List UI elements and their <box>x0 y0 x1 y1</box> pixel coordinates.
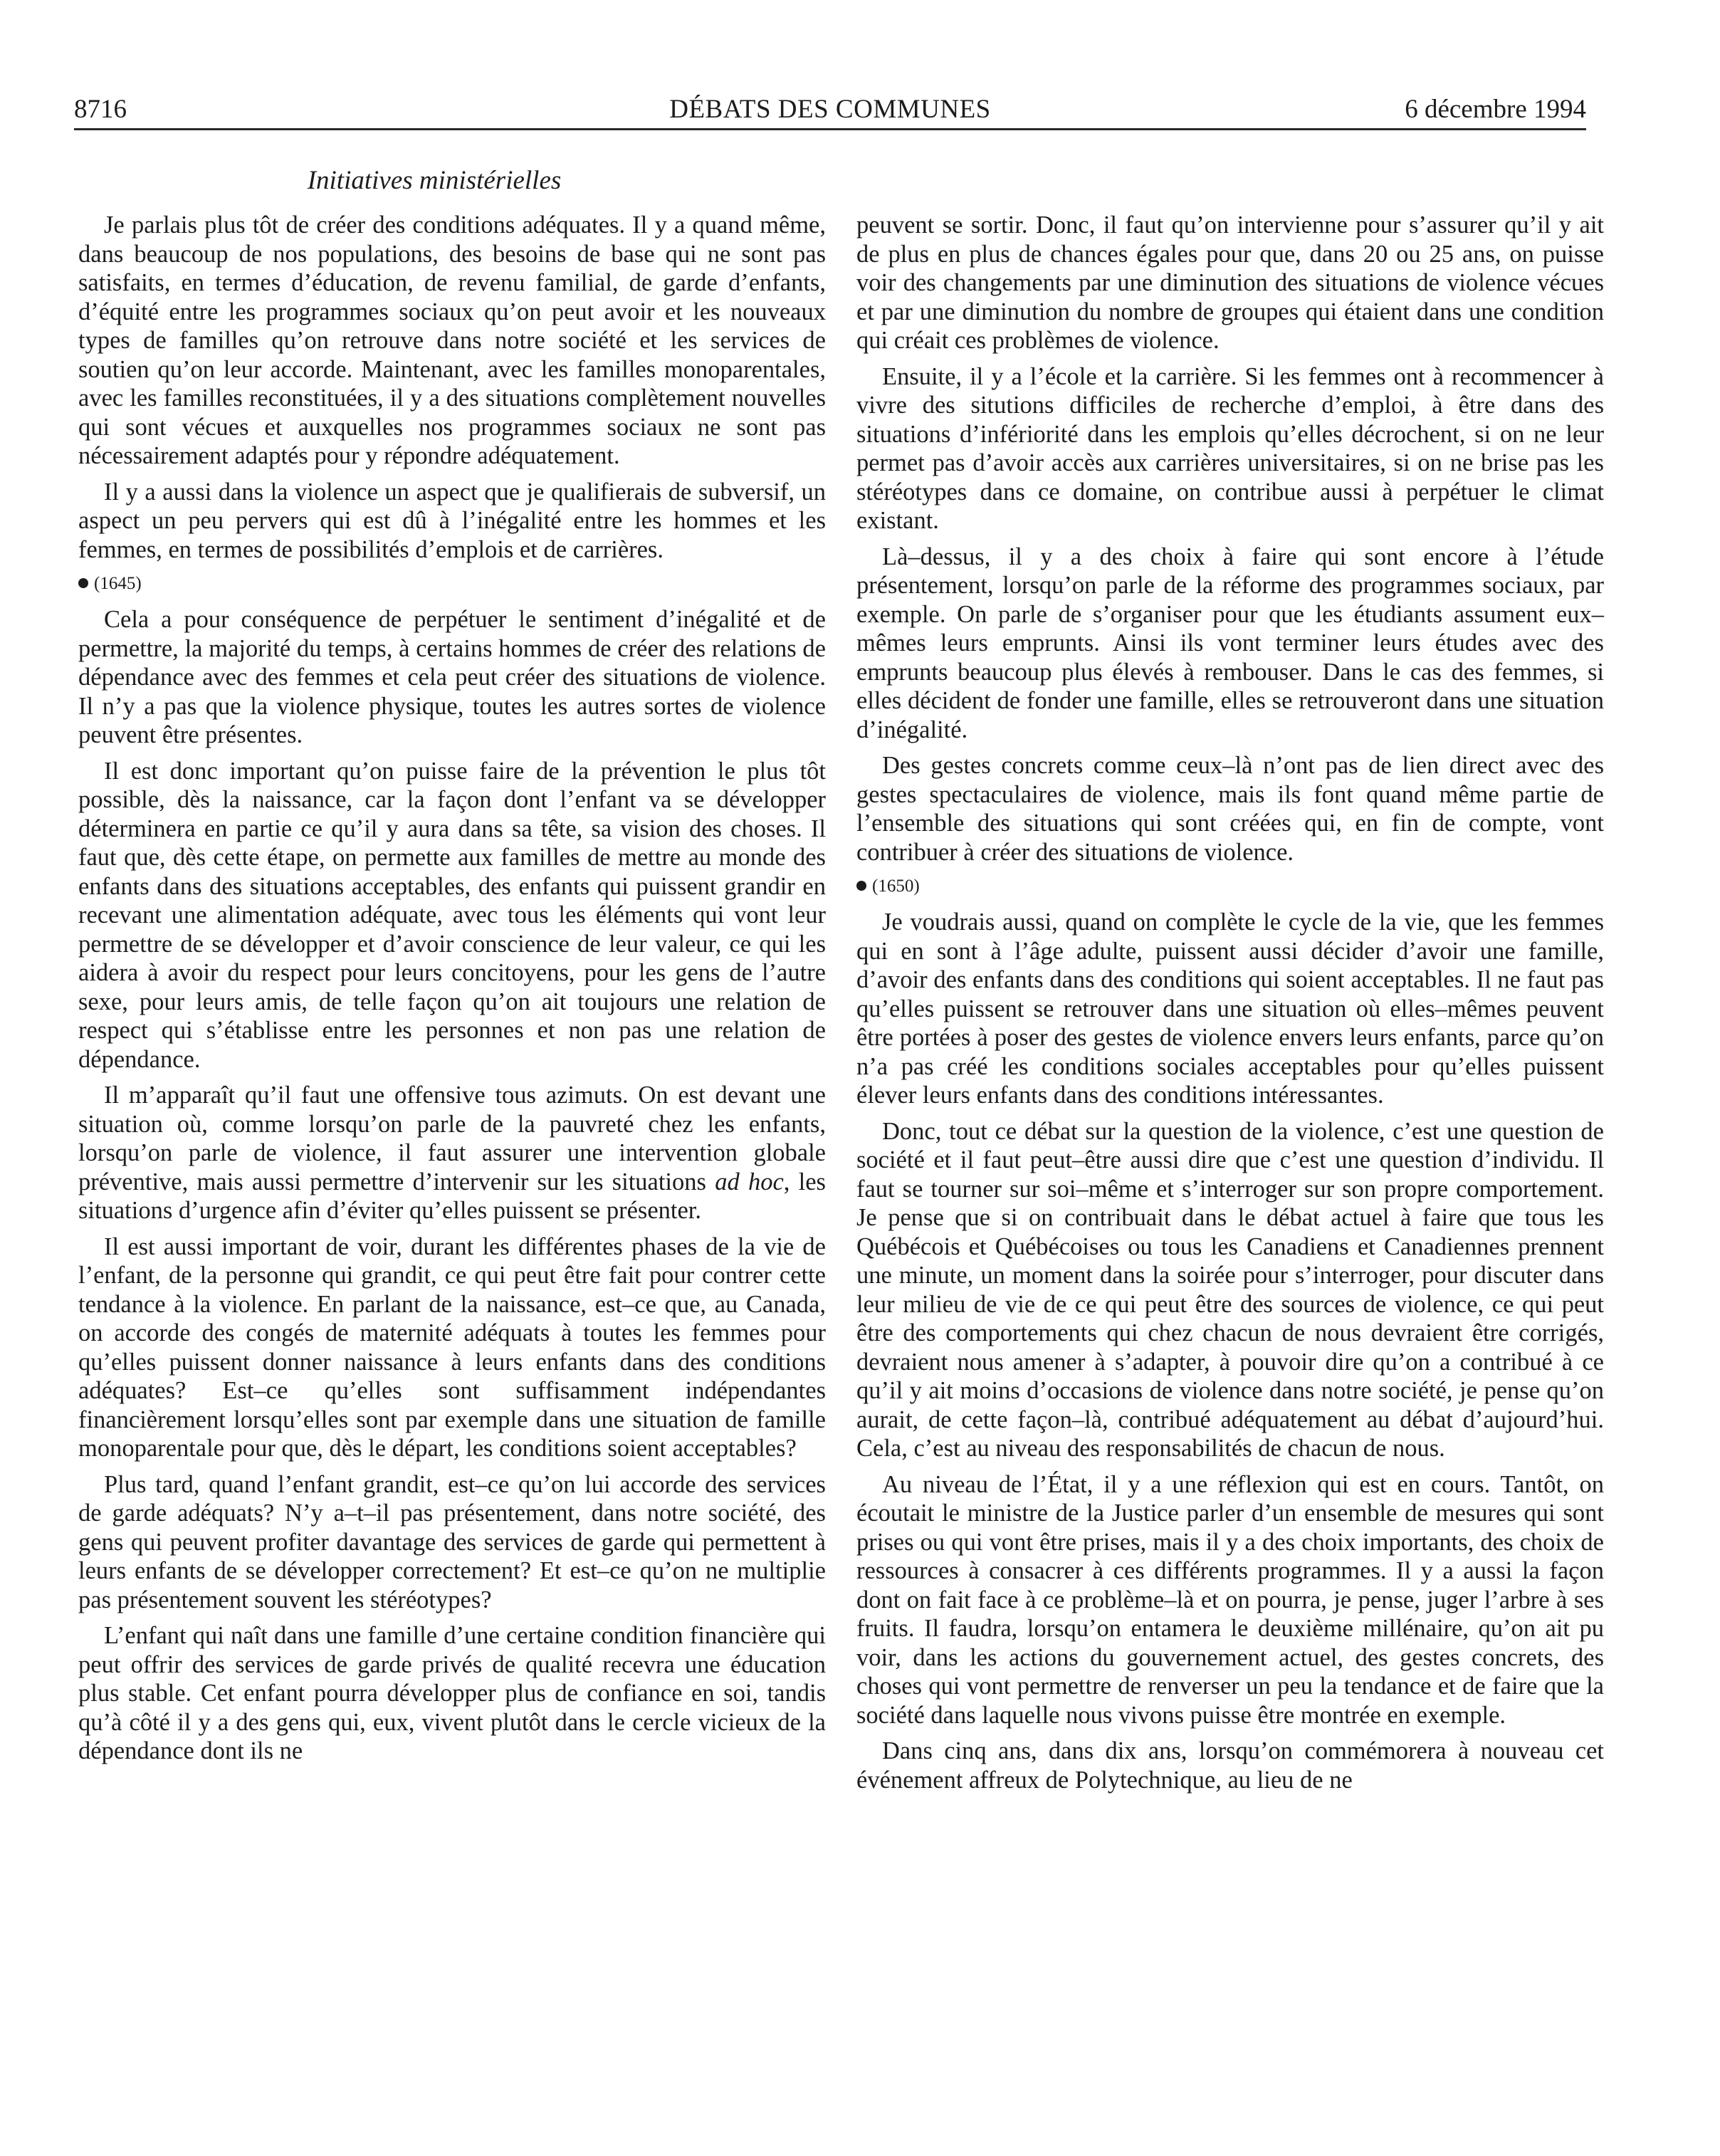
bullet-icon <box>78 578 88 588</box>
paragraph: Dans cinq ans, dans dix ans, lorsqu’on commémorera à nouveau cet événement affreux de Polytechnique, au lieu de ne <box>856 1737 1604 1794</box>
paragraph: Ensuite, il y a l’école et la carrière. Si les femmes ont à recommencer à vivre des situtions difficiles de recherche d’emploi, à être dans des situations d’infériorité dans les emplois qu’elles décrochent, si on ne leur permet pas d’avoir accès aux carrières universitaires, si on ne brise pas les stéréotypes dans ce domaine, on contribue aussi à perpétuer le climat existant. <box>856 362 1604 534</box>
paragraph: Là–dessus, il y a des choix à faire qui sont encore à l’étude présentement, lorsqu’on parle de la réforme des programmes sociaux, par exemple. On parle de s’organiser pour que les étudiants assument eux–mêmes leurs emprunts. Ainsi ils vont terminer leurs études avec des emprunts beaucoup plus élevés à rembouser. Dans le cas des femmes, si elles décident de fonder une famille, elles se retrouveront dans une situation d’inégalité. <box>856 543 1604 743</box>
paragraph: Cela a pour conséquence de perpétuer le sentiment d’inégalité et de permettre, la majorité du temps, à certains hommes de créer des relations de dépendance avec des femmes et cela peut créer des situations de violence. Il n’y a pas que la violence physique, toutes les autres sortes de violence peuvent être présentes. <box>78 606 826 748</box>
timestamp-text: (1650) <box>872 876 920 896</box>
timestamp-text: (1645) <box>94 574 142 593</box>
page-header <box>74 84 1586 130</box>
paragraph: peuvent se sortir. Donc, il faut qu’on intervienne pour s’assurer qu’il y ait de plus en plus de chances égales pour que, dans 20 ou 25 ans, on puisse voir des changements par une diminution des situations de violence vécues et par une diminution du nombre de groupes qui étaient dans une condition qui créait ces problèmes de violence. <box>856 211 1604 354</box>
paragraph <box>78 1081 826 1225</box>
issue-date: 6 décembre 1994 <box>1405 95 1586 124</box>
paragraph: Il y a aussi dans la violence un aspect que je qualifierais de subversif, un aspect un peu pervers qui est dû à l’inégalité entre les hommes et les femmes, en termes de possibilités d’emplois et de carrières. <box>78 478 826 563</box>
paragraph: Au niveau de l’État, il y a une réflexion qui est en cours. Tantôt, on écoutait le ministre de la Justice parler d’un ensemble de mesures qui sont prises ou qui vont être prises, mais il y a des choix importants, des choix de ressources à consacrer à ces différents programmes. Il y a aussi la façon dont on fait face à ce problème–là et on pourra, je pense, juger l’arbre à ses fruits. Il faudra, lorsqu’on entamera le deuxième millénaire, qu’on ait pu voir, dans les actions du gouvernement actuel, des gestes concrets, des choses qui vont permettre de renverser un peu la tendance et de faire que la société dans laquelle nous vivons puisse être montrée en exemple. <box>856 1470 1604 1729</box>
bullet-icon <box>856 881 866 891</box>
paragraph: Donc, tout ce débat sur la question de la violence, c’est une question de société et il faut peut–être aussi dire que c’est une question d’individu. Il faut se tourner sur soi–même et s’interroger sur son propre comportement. Je pense que si on contribuait dans le débat actuel à faire que tous les Québécois et Québécoises ou tous les Canadiens et Canadiennes prennent une minute, un moment dans la soirée pour s’interroger, pour discuter dans leur milieu de vie de ce qui peut être des sources de violence, ce qui peut être des comportements qui chez chacun de nous devraient être corrigés, devraient nous amener à s’adapter, à pouvoir dire qu’on a contribué à ce qu’il y ait moins d’occasions de violence dans notre société, je pense qu’on aurait, de cette façon–là, contribué adéquatement au débat d’aujourd’hui. Cela, c’est au niveau des responsabilités de chacun de nous. <box>856 1117 1604 1462</box>
paragraph: Je voudrais aussi, quand on complète le cycle de la vie, que les femmes qui en sont à l’âge adulte, puissent aussi décider d’avoir une famille, d’avoir des enfants dans des conditions qui soient acceptables. Il ne faut pas qu’elles puissent se retrouver dans une situation où elles–mêmes peuvent être portées à poser des gestes de violence envers leurs enfants, parce qu’on n’a pas créé les conditions sociales acceptables pour qu’elles puissent élever leurs enfants dans des conditions intéressantes. <box>856 909 1604 1109</box>
paragraph-text: Il m’apparaît qu’il faut une offensive tous azimuts. On est devant une situation où, comme lorsqu’on parle de la pauvreté chez les enfants, lorsqu’on parle de violence, il faut assurer une intervention globale préventive, mais aussi permettre d’intervenir sur les situations <box>78 1082 826 1195</box>
paragraph: Je parlais plus tôt de créer des conditions adéquates. Il y a quand même, dans beaucoup de nos populations, des besoins de base qui ne sont pas satisfaits, en termes d’éducation, de revenu familial, de garde d’enfants, d’équité entre les programmes sociaux qu’on peut avoir et les nouveaux types de familles qu’on retrouve dans notre société et les services de soutien qu’on leur accorde. Maintenant, avec les familles monoparentales, avec les familles reconstituées, il y a des situations complètement nouvelles qui sont vécues et auxquelles nos programmes sociaux ne sont pas nécessairement adaptés pour y répondre adéquatement. <box>78 211 826 469</box>
paragraph: Il est donc important qu’on puisse faire de la prévention le plus tôt possible, dès la naissance, car la façon dont l’enfant va se développer déterminera en partie ce qu’il y aura dans sa tête, sa vision des choses. Il faut que, dès cette étape, on permette aux familles de mettre au monde des enfants dans des situations acceptables, des enfants qui puissent grandir en recevant une alimentation adéquate, avec tous les éléments qui vont leur permettre de se développer et d’avoir conscience de leur valeur, ce qui les aidera à avoir du respect pour leurs concitoyens, pour les gens de l’autre sexe, pour leurs amis, de telle façon qu’on ait toujours une relation de respect qui s’établisse entre les personnes et non pas une relation de dépendance. <box>78 757 826 1073</box>
journal-title: DÉBATS DES COMMUNES <box>669 95 991 124</box>
paragraph: Des gestes concrets comme ceux–là n’ont pas de lien direct avec des gestes spectaculaires de violence, mais ils font quand même partie de l’ensemble des situations qui sont créées qui, en fin de compte, vont contribuer à créer des situations de violence. <box>856 752 1604 866</box>
timestamp-marker <box>78 571 826 597</box>
left-column <box>78 211 826 1773</box>
section-title: Initiatives ministérielles <box>307 166 562 195</box>
timestamp-marker <box>856 874 1604 899</box>
page-number: 8716 <box>74 95 127 124</box>
italic-term: ad hoc <box>715 1168 784 1195</box>
right-column <box>856 211 1604 1801</box>
paragraph: Plus tard, quand l’enfant grandit, est–ce qu’on lui accorde des services de garde adéquats? N’y a–t–il pas présentement, dans notre société, des gens qui peuvent profiter davantage des services de garde qui permettent à leurs enfants de se développer correctement? Et est–ce qu’on ne multiplie pas présentement souvent les stéréotypes? <box>78 1470 826 1613</box>
paragraph-text: , les situations d’urgence afin d’éviter qu’elles puissent se présenter. <box>78 1168 826 1224</box>
paragraph: Il est aussi important de voir, durant les différentes phases de la vie de l’enfant, de la personne qui grandit, ce qui peut être fait pour contrer cette tendance à la violence. En parlant de la naissance, est–ce que, au Canada, on accorde des congés de maternité adéquats à toutes les femmes pour qu’elles puissent donner naissance à leurs enfants dans des conditions adéquates? Est–ce qu’elles sont suffisamment indépendantes financièrement lorsqu’elles sont par exemple dans une situation de famille monoparentale pour que, dès le départ, les conditions soient acceptables? <box>78 1233 826 1462</box>
paragraph: L’enfant qui naît dans une famille d’une certaine condition financière qui peut offrir des services de garde privés de qualité recevra une éducation plus stable. Cet enfant pourra développer plus de confiance en soi, tandis qu’à côté il y a des gens qui, eux, vivent plutôt dans le cercle vicieux de la dépendance dont ils ne <box>78 1622 826 1764</box>
